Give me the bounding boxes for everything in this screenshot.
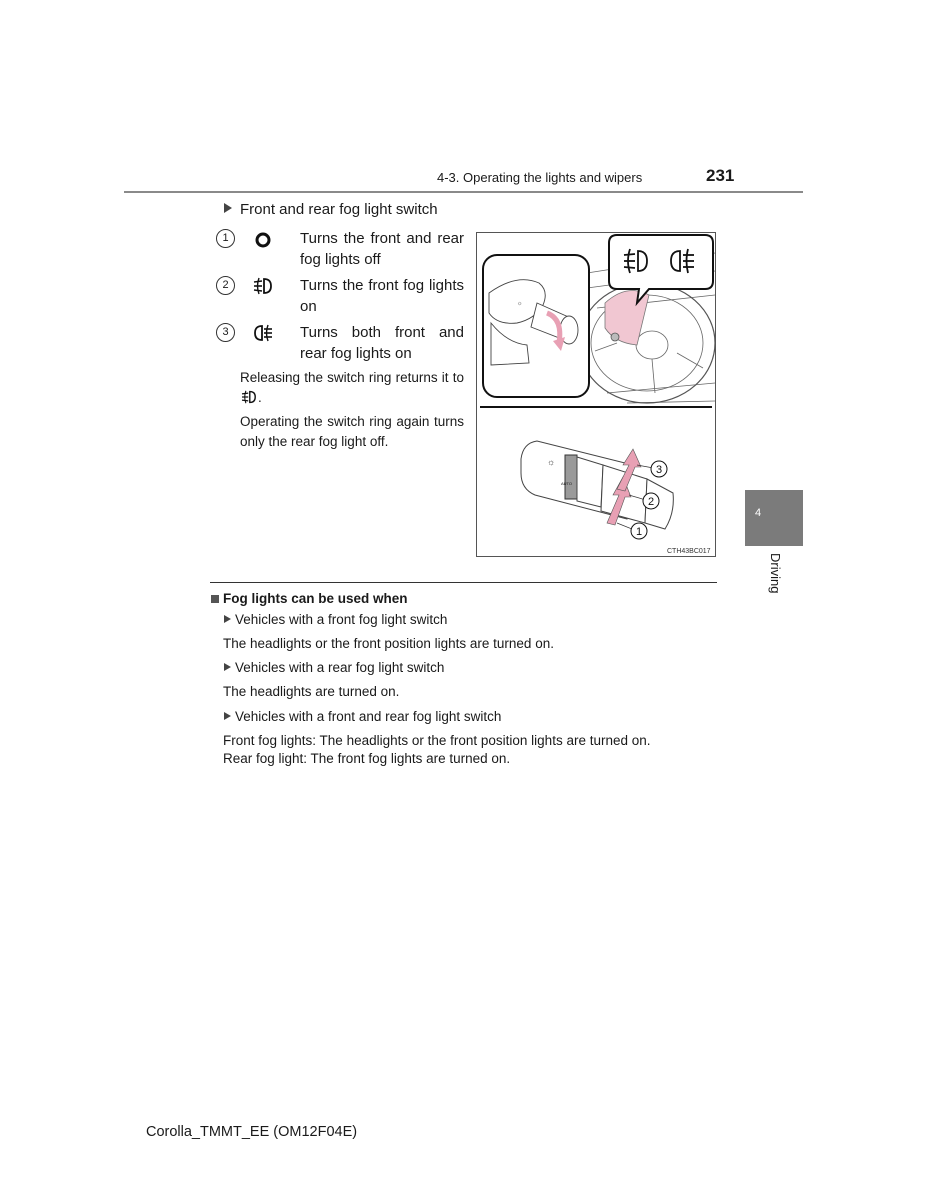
front-fog-light-inline-icon [240, 390, 258, 404]
chapter-label: Driving [768, 553, 783, 594]
svg-text:☼: ☼ [517, 301, 523, 307]
note-release-text: Releasing the switch ring returns it to [240, 370, 464, 385]
triangle-bullet-icon [224, 712, 231, 720]
note-release-ring [240, 368, 464, 408]
usage-condition-2 [224, 659, 444, 677]
figure-code: CTH43BC017 [667, 548, 711, 555]
footer-doc-id: Corolla_TMMT_EE (OM12F04E) [146, 1124, 358, 1140]
section-rule [210, 582, 717, 583]
item-3-text: Turns both front and rear fog lights on [300, 324, 464, 362]
usage-condition-3-text: Vehicles with a front and rear fog light switch [235, 709, 502, 724]
lever-auto-label: AUTO [561, 481, 573, 486]
svg-text:☼: ☼ [547, 457, 556, 467]
chapter-number: 4 [755, 507, 762, 519]
square-bullet-icon [211, 595, 219, 603]
front-fog-light-icon [252, 277, 274, 300]
callout-2: 2 [647, 496, 655, 508]
usage-heading [211, 591, 408, 606]
triangle-bullet-icon [224, 615, 231, 623]
usage-heading-text: Fog lights can be used when [223, 591, 408, 606]
subsection-title: Front and rear fog light switch [240, 201, 438, 218]
usage-detail-2: The headlights are turned on. [223, 684, 400, 699]
usage-condition-1-text: Vehicles with a front fog light switch [235, 612, 448, 627]
header-rule [124, 191, 803, 193]
item-number-1: 1 [216, 229, 235, 248]
fog-off-circle-icon [254, 231, 272, 254]
item-number-2: 2 [216, 276, 235, 295]
note-operate-again: Operating the switch ring again turns only the rear fog light off. [240, 414, 464, 449]
usage-condition-1 [224, 611, 447, 629]
item-2-text: Turns the front fog lights on [300, 277, 464, 315]
usage-condition-2-text: Vehicles with a rear fog light switch [235, 660, 445, 675]
rear-fog-light-icon [252, 324, 274, 347]
callout-3: 3 [655, 464, 663, 476]
page-number: 231 [706, 166, 735, 185]
chapter-tab [745, 490, 803, 546]
fog-switch-illustration [476, 232, 716, 557]
item-1-text: Turns the front and rear fog lights off [300, 230, 464, 268]
triangle-bullet-icon [224, 663, 231, 671]
usage-detail-3a: Front fog lights: The headlights or the front position lights are turned on. [223, 733, 651, 748]
usage-detail-1: The headlights or the front position lights are turned on. [223, 636, 554, 651]
usage-condition-3 [224, 708, 501, 726]
callout-1: 1 [635, 526, 643, 538]
usage-detail-3b: Rear fog light: The front fog lights are turned on. [223, 751, 511, 766]
item-number-3: 3 [216, 323, 235, 342]
triangle-bullet-icon [224, 203, 232, 213]
subsection-heading [224, 201, 438, 218]
note-release-suffix: . [258, 390, 262, 405]
section-title: 4-3. Operating the lights and wipers [437, 170, 643, 185]
